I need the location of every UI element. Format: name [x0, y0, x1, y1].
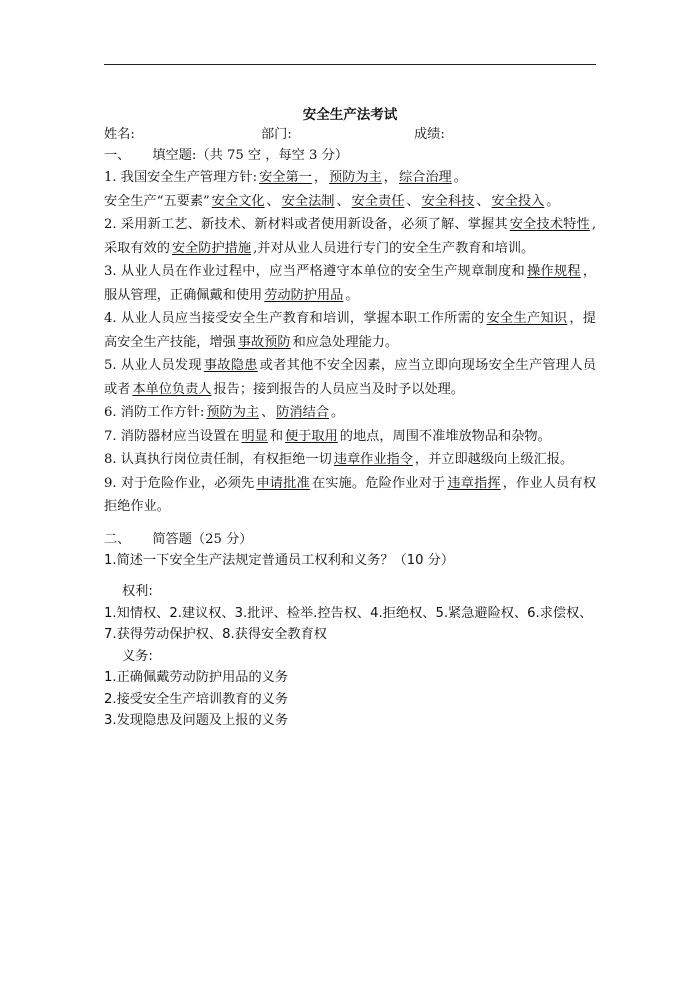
- question-text: ，提高安全生产技能，增强: [104, 311, 596, 350]
- duty-item: 1.正确佩戴劳动防护用品的义务: [104, 670, 289, 685]
- question-9: [104, 472, 596, 519]
- question-text: ,并对从业人员进行专门的安全生产教育和培训。: [253, 240, 535, 256]
- answer-blank: 预防为主: [329, 170, 382, 185]
- question-text: 5. 从业人员发现: [104, 358, 202, 373]
- answer-blank: 事故预防: [237, 334, 291, 350]
- section1-title: 填空题:（共 75 空 ，每空 3 分）: [152, 148, 349, 163]
- question-text: 7. 消防器材应当设置在: [104, 428, 240, 444]
- answer-blank: 劳动防护用品: [264, 287, 344, 303]
- answer-blank: 预防为主: [206, 405, 260, 420]
- question-text: 2. 采用新工艺、新技术、新材料或者使用新设备，必须了解、掌握其: [104, 217, 508, 232]
- answer-blank: 安全科技: [421, 193, 475, 209]
- question-text: 8. 认真执行岗位责任制，有权拒绝一切: [104, 452, 332, 467]
- section2-number: 二、: [104, 531, 131, 547]
- answer-blank: 安全生产知识: [486, 311, 568, 326]
- question-text: 4. 从业人员应当接受安全生产教育和培训，掌握本职工作所需的: [104, 311, 485, 326]
- answer-blank: 综合治理: [398, 170, 452, 185]
- section1-heading: [104, 145, 596, 166]
- separator: 、: [476, 193, 490, 209]
- duty-item: 3.发现隐患及问题及上报的义务: [104, 713, 289, 728]
- separator: 、: [261, 405, 275, 420]
- separator: 、: [406, 193, 420, 209]
- answer-blank: 安全投入: [491, 193, 545, 209]
- question-text: ，并立即越级向上级汇报。: [414, 452, 574, 467]
- duty-item: 2.接受安全生产培训教育的义务: [104, 691, 289, 707]
- separator: ，: [383, 170, 397, 185]
- question-4: [104, 307, 596, 354]
- question-1: [104, 166, 596, 190]
- question-5: [104, 354, 596, 401]
- exam-page: [104, 106, 596, 732]
- answer-blank: 申请批准: [256, 475, 310, 491]
- question-7: [104, 425, 596, 449]
- duties-label: 义务:: [122, 648, 153, 664]
- separator: 、: [336, 193, 350, 209]
- answer-blank: 违章指挥: [447, 475, 501, 491]
- rights-answer: 1.知情权、2.建议权、3.批评、检举.控告权、4.拒绝权、5.紧急避险权、6.求偿权、7.获得劳动保护权、8.获得安全教育权: [104, 605, 593, 642]
- question-text: 3. 从业人员在作业过程中，应当严格遵守本单位的安全生产规章制度和: [104, 264, 525, 279]
- answer-blank: 安全第一: [259, 170, 312, 185]
- answer-blank: 明显: [241, 428, 268, 444]
- score-field-label: 成绩:: [414, 127, 445, 142]
- question-text: 。: [345, 287, 359, 303]
- question-text: 安全生产“五要素”: [104, 193, 210, 209]
- question-text: 和: [269, 428, 284, 444]
- question-text: 1. 我国安全生产管理方针:: [104, 170, 258, 185]
- question-text: 或者其他不安全因素，应当立即向现场安全生产管理人员或者: [104, 358, 597, 397]
- section2-title: 简答题（25 分）: [152, 531, 253, 547]
- section2-heading: [104, 529, 596, 550]
- question-text: ，作业人员有权拒绝作业。: [104, 475, 597, 514]
- section1-number: 一、: [104, 148, 131, 163]
- separator: 、: [266, 193, 280, 209]
- header-rule: [104, 64, 596, 65]
- question-1b: [104, 190, 596, 214]
- answer-blank: 安全文化: [211, 193, 265, 209]
- rights-label: 权利:: [122, 584, 153, 599]
- question-text: 。: [331, 405, 345, 420]
- answer-blank: 安全责任: [351, 193, 405, 209]
- separator: ，: [313, 170, 328, 185]
- question-text: 6. 消防工作方针:: [104, 405, 205, 420]
- question-text: ，服从管理，正确佩戴和使用: [104, 264, 596, 303]
- short-answer-question: 1.简述一下安全生产法规定普通员工权利和义务？（10 分）: [104, 552, 455, 568]
- question-text: ,采取有效的: [104, 217, 597, 256]
- answer-blank: 安全法制: [281, 193, 335, 209]
- exam-info-row: [104, 125, 596, 145]
- question-text: 在实施。危险作业对于: [311, 475, 446, 491]
- answer-blank: 便于取用: [285, 428, 338, 444]
- question-2: [104, 213, 596, 260]
- question-text: 和应急处理能力。: [292, 334, 399, 350]
- answer-blank: 事故隐患: [203, 358, 258, 373]
- question-text: 。: [546, 193, 560, 209]
- question-text: 报告；接到报告的人员应当及时予以处理。: [213, 381, 465, 397]
- question-text: 的地点，周围不准堆放物品和杂物。: [339, 428, 551, 444]
- name-field-label: 姓名:: [104, 127, 135, 142]
- dept-field-label: 部门:: [261, 127, 292, 142]
- answer-blank: 防消结合: [276, 405, 330, 420]
- answer-blank: 安全技术特性: [509, 217, 590, 232]
- exam-title: 安全生产法考试: [302, 107, 398, 123]
- question-text: 。: [453, 170, 467, 185]
- answer-blank: 违章作业指令: [333, 452, 413, 467]
- question-8: [104, 448, 596, 472]
- question-text: 9. 对于危险作业，必须先: [104, 475, 255, 491]
- answer-blank: 安全防护措施: [171, 240, 252, 256]
- question-3: [104, 260, 596, 307]
- answer-blank: 操作规程: [526, 264, 581, 279]
- answer-blank: 本单位负责人: [132, 381, 212, 397]
- question-6: [104, 401, 596, 425]
